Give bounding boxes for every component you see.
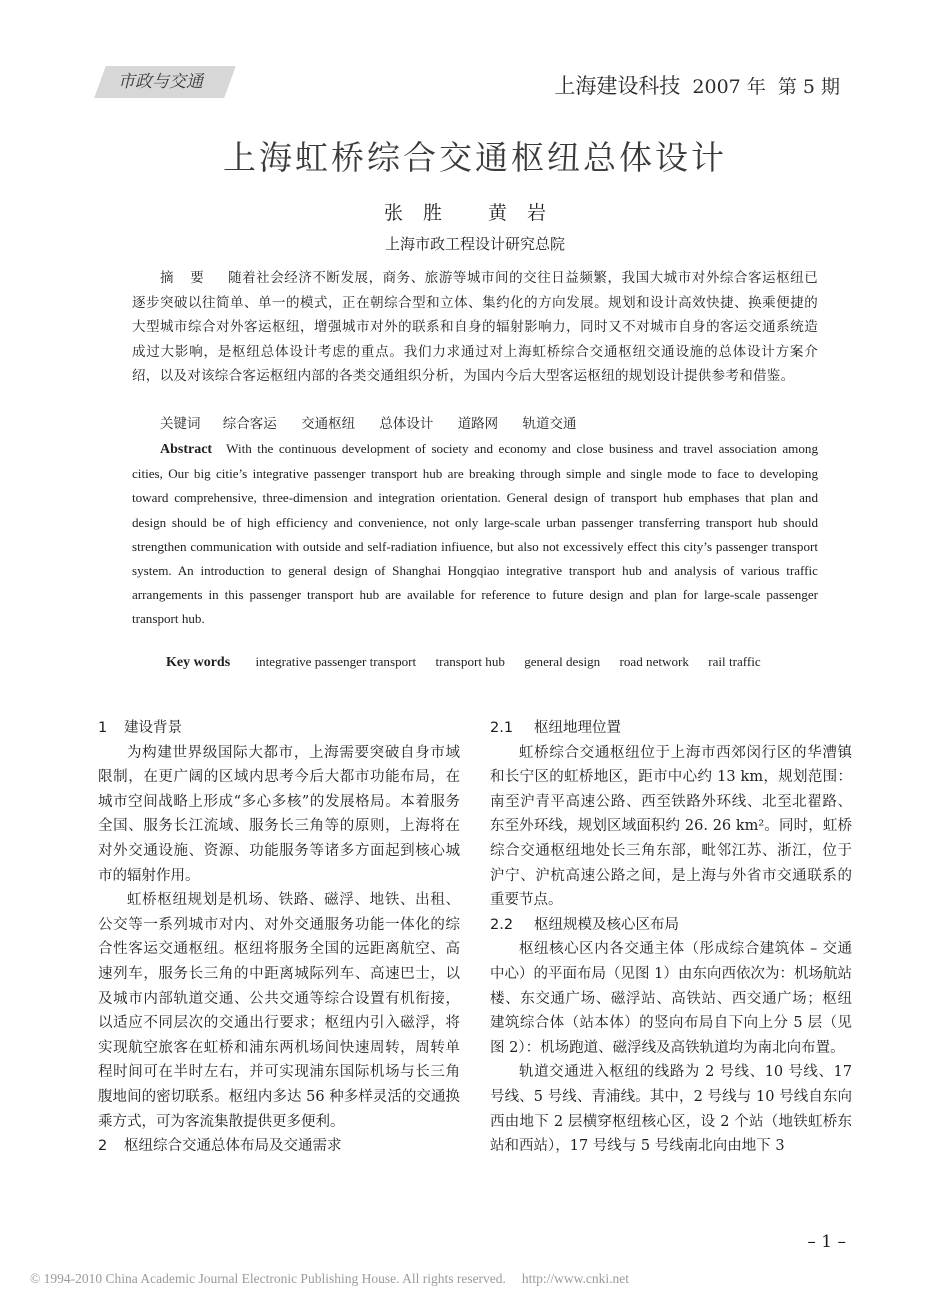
paragraph: 虹桥枢纽规划是机场、铁路、磁浮、地铁、出租、公交等一系列城市对内、对外交通服务功能一体化的综合性客运交通枢纽。枢纽将服务全国的远距离航空、高速列车，服务长三角的中距离城际列车、高速巴士，以及城市内部轨道交通、公共交通等综合设置有机衔接，以适应不同层次的交通出行要求；枢纽内引入磁浮，将实现航空旅客在虹桥和浦东两机场间快速周转，周转单程时间可在半时左右，并可实现浦东国际机场与长三角腹地间的密切联系。枢纽内多达 56 种多样灵活的交通换乘方式，可为客流集散提供更多便利。 bbox=[98, 892, 460, 1130]
journal-name: 上海建设科技 bbox=[554, 74, 681, 98]
keyword-cn: 总体设计 bbox=[379, 416, 434, 432]
keywords-en-label: Key words bbox=[166, 655, 231, 670]
section-title: 建设背景 bbox=[124, 720, 182, 736]
section-number: 2.2 bbox=[490, 916, 514, 933]
keyword-cn: 交通枢纽 bbox=[301, 416, 356, 432]
abstract-cn bbox=[132, 266, 818, 389]
section-tag-label: 市政与交通 bbox=[118, 72, 203, 92]
section-number: 2 bbox=[98, 1138, 108, 1155]
section-heading bbox=[490, 913, 852, 938]
abstract-en bbox=[132, 437, 818, 632]
keywords-cn-label: 关键词 bbox=[160, 416, 201, 432]
keyword-en: transport hub bbox=[435, 654, 505, 669]
journal-header bbox=[554, 70, 840, 100]
copyright-text: © 1994-2010 China Academic Journal Electronic Publishing House. All rights reserved. bbox=[30, 1271, 506, 1286]
keyword-cn: 轨道交通 bbox=[522, 416, 577, 432]
keyword-cn: 综合客运 bbox=[222, 416, 277, 432]
section-title: 枢纽综合交通总体布局及交通需求 bbox=[124, 1138, 342, 1155]
abstract-cn-label: 摘 要 bbox=[160, 270, 211, 286]
abstract-cn-text: 随着社会经济不断发展，商务、旅游等城市间的交往日益频繁，我国大城市对外综合客运枢纽已逐步突破以往简单、单一的模式，正在朝综合型和立体、集约化的方向发展。规划和设计高效快捷、换乘便捷的大型城市综合对外客运枢纽，增强城市对外的联系和自身的辐射影响力，同时又不对城市自身的客运交通系统造成过大影响，是枢纽总体设计考虑的重点。我们力求通过对上海虹桥综合交通枢纽交通设施的总体设计方案介绍，以及对该综合客运枢纽内部的各类交通组织分析，为国内今后大型客运枢纽的规划设计提供参考和借鉴。 bbox=[132, 270, 818, 384]
affiliation: 上海市政工程设计研究总院 bbox=[384, 235, 565, 253]
section-heading bbox=[98, 716, 460, 741]
section-heading bbox=[490, 716, 852, 741]
journal-issue: 第 5 期 bbox=[777, 76, 840, 98]
abstract-en-label: Abstract bbox=[160, 442, 213, 457]
journal-year: 2007 年 bbox=[692, 76, 766, 98]
paragraph: 为构建世界级国际大都市，上海需要突破自身市域限制，在更广阔的区域内思考今后大都市功能布局，在城市空间战略上形成“多心多核”的发展格局。本着服务全国、服务长江流域、服务长三角等的原则，上海将在对外交通设施、资源、功能服务等诸多方面起到核心城市的辐射作用。 bbox=[98, 744, 460, 884]
right-column bbox=[490, 716, 852, 1159]
paragraph: 轨道交通进入枢纽的线路为 2 号线、10 号线、17 号线、5 号线、青浦线。其中，2 号线与 10 号线自东向西由地下 2 层横穿枢纽核心区，设 2 个站（地铁虹桥东站和西站），17 号线与 5 号线南北向由地下 3 bbox=[490, 1064, 852, 1155]
keyword-en: rail traffic bbox=[708, 654, 761, 669]
keyword-cn: 道路网 bbox=[457, 416, 499, 432]
footer-url: http://www.cnki.net bbox=[521, 1271, 630, 1286]
keyword-en: general design bbox=[524, 654, 601, 669]
paper-title: 上海虹桥综合交通枢纽总体设计 bbox=[223, 138, 727, 177]
section-heading bbox=[98, 1134, 460, 1159]
left-column bbox=[98, 716, 460, 1159]
paragraph: 虹桥综合交通枢纽位于上海市西郊闵行区的华漕镇和长宁区的虹桥地区，距市中心约 13 km，规划范围：南至沪青平高速公路、西至铁路外环线、北至北翟路、东至外环线，规划区域面积约 26. 26 km²。同时，虹桥综合交通枢纽地处长三角东部，毗邻江苏、浙江，位于沪宁、沪杭高速公路之间，是上海与外省市交通联系的重要节点。 bbox=[490, 744, 852, 909]
keywords-en bbox=[132, 650, 818, 675]
section-tag bbox=[94, 66, 236, 98]
section-number: 1 bbox=[98, 720, 108, 736]
keyword-en: integrative passenger transport bbox=[255, 654, 417, 669]
section-title: 枢纽地理位置 bbox=[534, 720, 621, 736]
authors: 张胜 黄岩 bbox=[383, 202, 567, 224]
section-number: 2.1 bbox=[490, 720, 514, 736]
page-number: – 1 – bbox=[807, 1232, 846, 1252]
keywords-cn bbox=[160, 412, 820, 432]
keyword-en: road network bbox=[619, 654, 689, 669]
abstract-en-text: With the continuous development of society and economy and close business and travel association among cities, Our big citie’s integrative passenger transport hub are breaking through simple and single mode to face to developing toward comprehensive, three-dimension and integration orientation. General design of transport hub emphases that plan and design should be of high efficiency and convenience, not only large-scale urban passenger transferring transport hub should strengthen communication with outside and self-radiation infiuence, but also not excessively effect this city’s passenger transport system. An introduction to general design of Shanghai Hongqiao integrative transport hub and analysis of various traffic arrangements in this passenger transport hub are available for reference to future design and plan for large-scale passenger transport hub. bbox=[132, 441, 818, 627]
footer-copyright bbox=[30, 1271, 629, 1287]
paragraph: 枢纽核心区内各交通主体（彤成综合建筑体 – 交通中心）的平面布局（见图 1）由东向西依次为：机场航站楼、东交通广场、磁浮站、高铁站、西交通广场；枢纽建筑综合体（站本体）的竖向布局自下向上分 5 层（见图 2）：机场跑道、磁浮线及高铁轨道均为南北向布置。 bbox=[490, 941, 852, 1056]
section-title: 枢纽规模及核心区布局 bbox=[534, 916, 679, 933]
